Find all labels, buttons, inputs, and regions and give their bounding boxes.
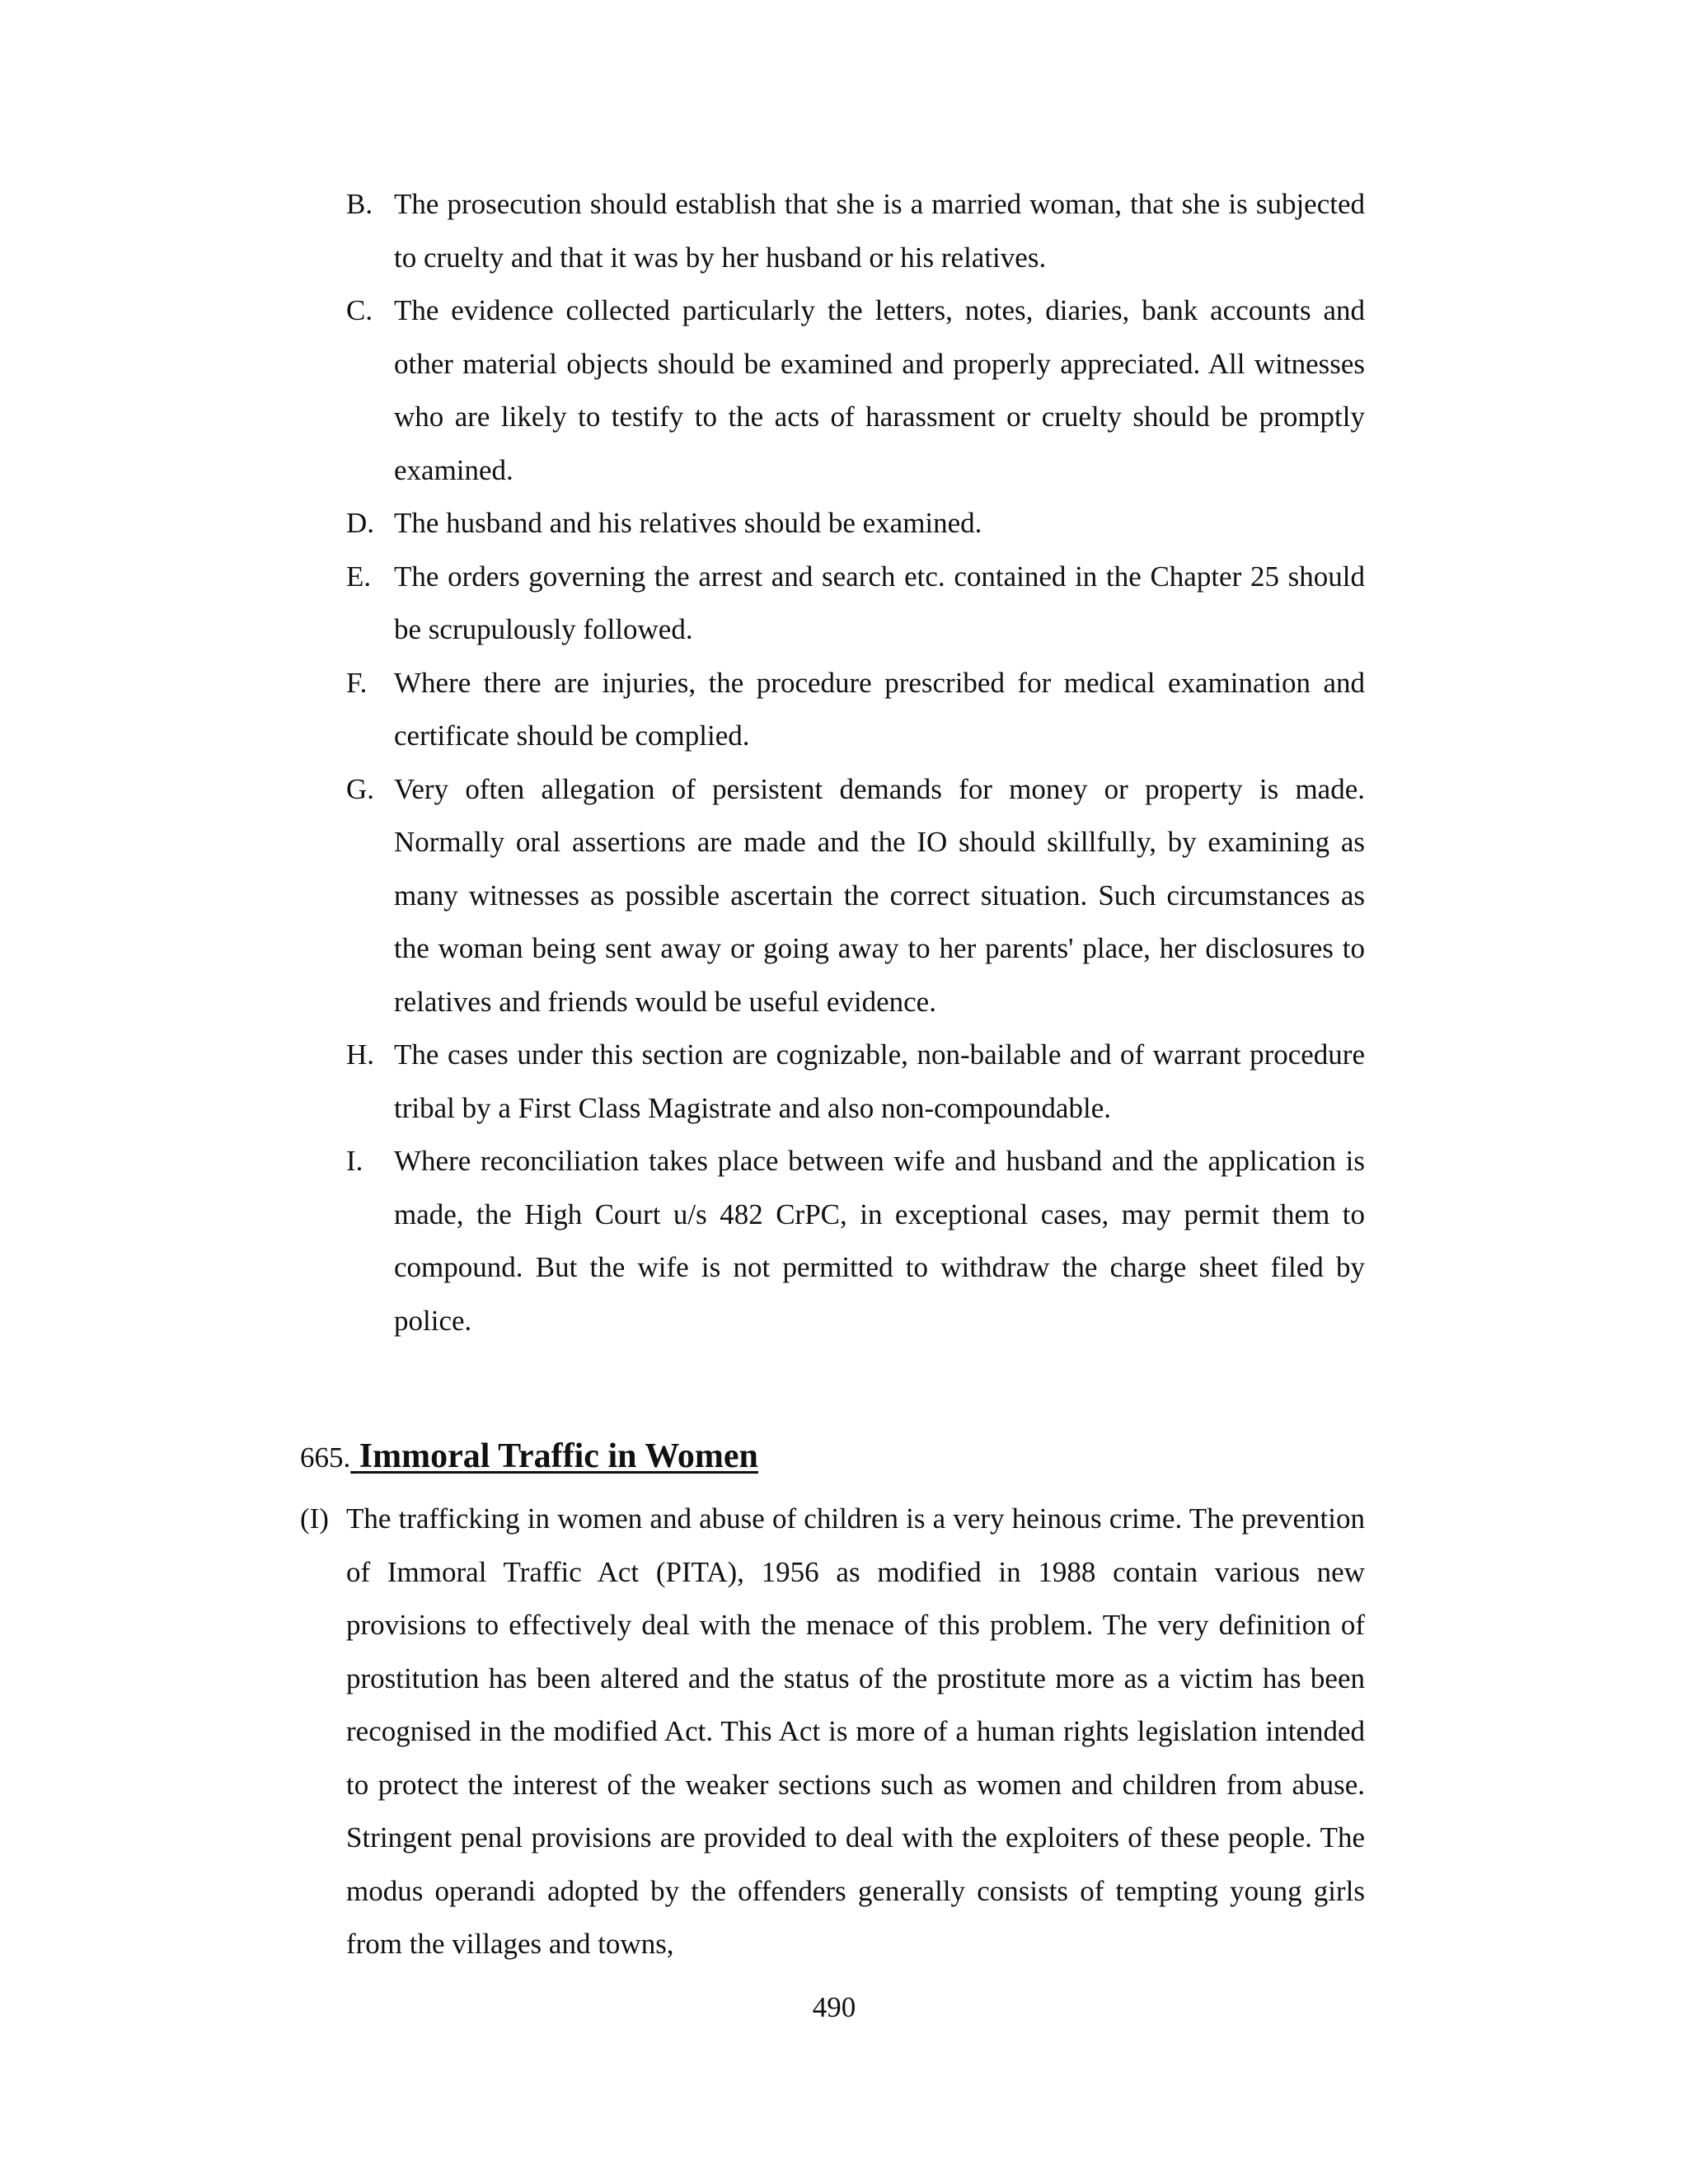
list-item-text: The prosecution should establish that she is a married woman, that she is subjected to cruelty and that it was by her husband or his relatives. bbox=[394, 188, 1365, 274]
list-marker: E. bbox=[346, 560, 372, 593]
section-number: 665. bbox=[300, 1441, 351, 1474]
list-item-text: The orders governing the arrest and search etc. contained in the Chapter 25 should be scrupulously followed. bbox=[394, 560, 1365, 645]
list-item bbox=[346, 1135, 1365, 1347]
section-heading bbox=[300, 1430, 758, 1484]
list-item-text: Where reconciliation takes place between wife and husband and the application is made, the High Court u/s 482 CrPC, in exceptional cases, may permit them to compound. But the wife is not permitted to withdraw the charge sheet filed by police. bbox=[394, 1145, 1365, 1337]
list-item-text: The evidence collected particularly the letters, notes, diaries, bank accounts and other material objects should be examined and properly appreciated. All witnesses who are likely to testify to the acts of harassment or cruelty should be promptly examined. bbox=[394, 294, 1365, 486]
list-item bbox=[346, 763, 1365, 1029]
list-marker: H. bbox=[346, 1038, 375, 1071]
section-paragraph bbox=[300, 1493, 1365, 1971]
list-item bbox=[346, 284, 1365, 497]
list-marker: F. bbox=[346, 666, 368, 699]
list-marker: G. bbox=[346, 772, 375, 805]
list-marker: D. bbox=[346, 507, 375, 539]
guideline-list bbox=[346, 178, 1365, 1347]
list-item bbox=[346, 497, 1365, 551]
paragraph-text: The trafficking in women and abuse of children is a very heinous crime. The prevention of Immoral Traffic Act (PITA), 1956 as modified in 1988 contain various new provisions to effectively deal with the menace of this problem. The very definition of prostitution has been altered and the status of the prostitute more as a victim has been recognised in the modified Act. This Act is more of a human rights legislation intended to protect the interest of the weaker sections such as women and children from abuse. Stringent penal provisions are provided to deal with the exploiters of these people. The modus operandi adopted by the offenders generally consists of tempting young girls from the villages and towns, bbox=[346, 1502, 1365, 1960]
section-title-text: Immoral Traffic in Women bbox=[359, 1437, 758, 1475]
list-item bbox=[346, 1029, 1365, 1135]
list-marker: B. bbox=[346, 188, 373, 220]
section-title bbox=[350, 1437, 758, 1475]
list-item-text: The cases under this section are cognizable, non-bailable and of warrant procedure tribal by a First Class Magistrate and also non-compoundable. bbox=[394, 1038, 1365, 1124]
paragraph-marker: (I) bbox=[300, 1502, 329, 1535]
page-number: 490 bbox=[812, 1991, 856, 2023]
list-item-text: The husband and his relatives should be examined. bbox=[394, 507, 982, 539]
list-marker: C. bbox=[346, 294, 373, 326]
list-item bbox=[346, 551, 1365, 657]
list-item-text: Where there are injuries, the procedure prescribed for medical examination and certificate should be complied. bbox=[394, 666, 1365, 752]
list-item-text: Very often allegation of persistent demands for money or property is made. Normally oral assertions are made and the IO should skillfully, by examining as many witnesses as possible ascertain the correct situation. Such circumstances as the woman being sent away or going away to her parents' place, her disclosures to relatives and friends would be useful evidence. bbox=[394, 772, 1365, 1018]
list-marker: I. bbox=[346, 1145, 363, 1177]
list-item bbox=[346, 178, 1365, 284]
list-item bbox=[346, 657, 1365, 763]
